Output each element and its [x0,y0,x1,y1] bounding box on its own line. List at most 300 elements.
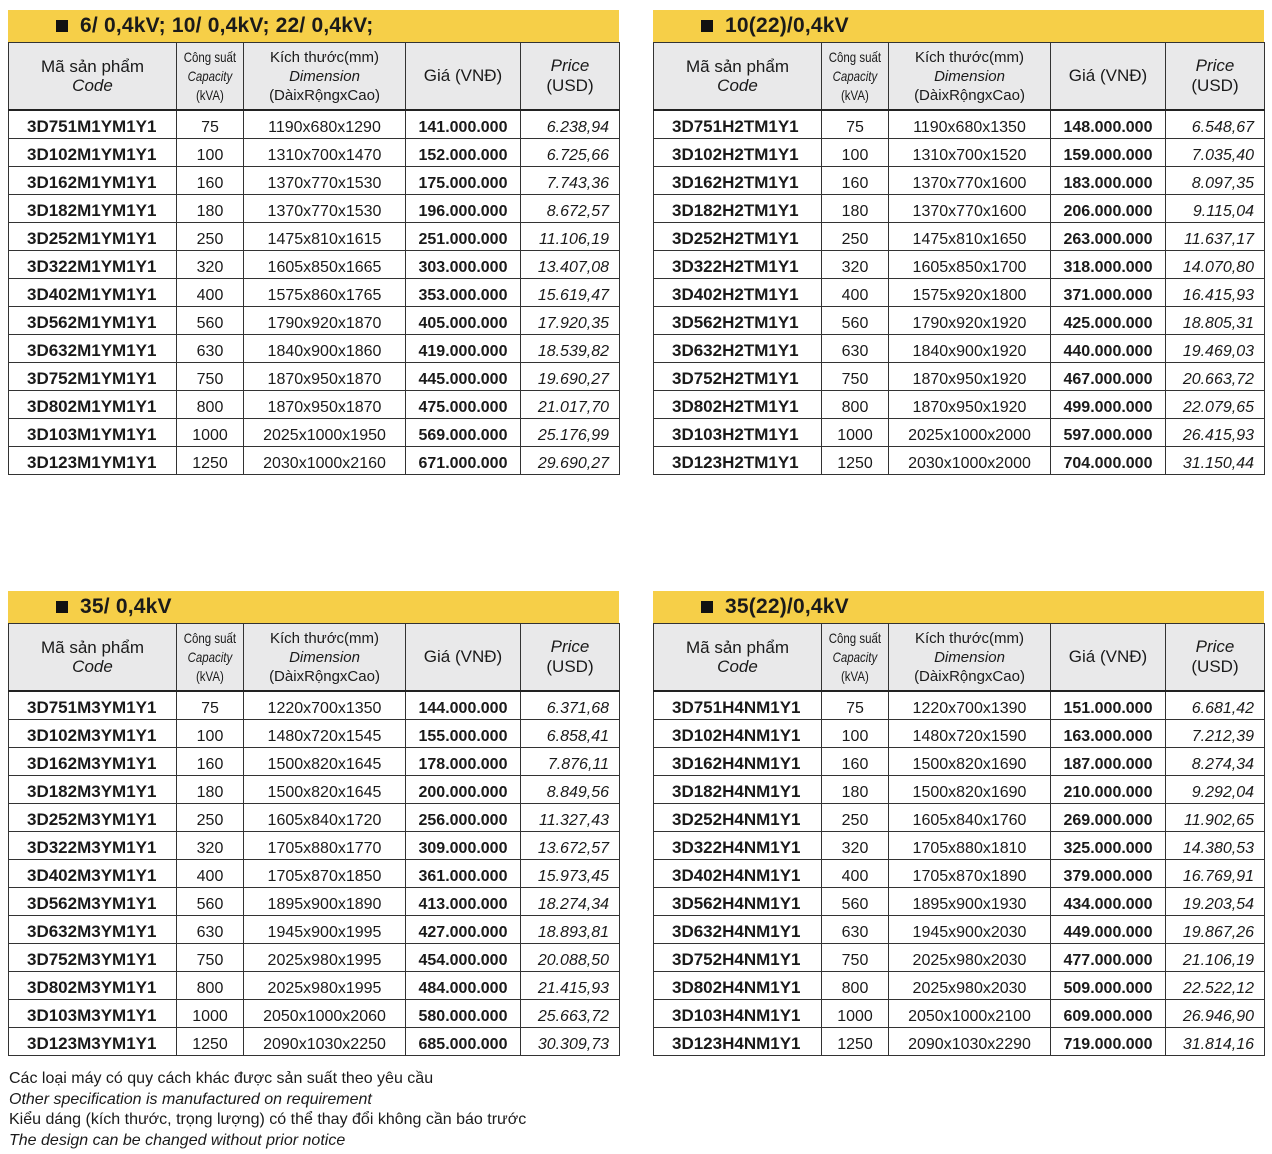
cell-dimension: 1705x880x1810 [889,832,1051,860]
cell-capacity: 750 [177,363,244,391]
square-bullet-icon [701,20,713,32]
header-code: Mã sản phẩm Code [654,624,822,692]
cell-capacity: 800 [822,391,889,419]
cell-code: 3D103M1YM1Y1 [9,419,177,447]
cell-dimension: 1370x770x1530 [244,167,406,195]
cell-dimension: 1575x860x1765 [244,279,406,307]
table-row [9,139,620,167]
table-row [9,972,620,1000]
cell-dimension: 2025x1000x2000 [889,419,1051,447]
cell-price-vnd: 569.000.000 [406,419,521,447]
cell-dimension: 1790x920x1870 [244,307,406,335]
table-title: 35/ 0,4kV [80,595,172,618]
cell-capacity: 400 [177,860,244,888]
cell-dimension: 2090x1030x2250 [244,1028,406,1056]
cell-code: 3D632M1YM1Y1 [9,335,177,363]
cell-capacity: 400 [822,860,889,888]
cell-capacity: 560 [177,888,244,916]
header-price-vnd: Giá (VNĐ) [1051,624,1166,692]
cell-code: 3D123M3YM1Y1 [9,1028,177,1056]
table-header [9,624,620,692]
cell-dimension: 1870x950x1870 [244,363,406,391]
table-panel-6-10-22kv [8,10,619,475]
cell-code: 3D162H2TM1Y1 [654,167,822,195]
cell-price-vnd: 445.000.000 [406,363,521,391]
table-row [654,972,1265,1000]
cell-price-usd: 11.902,65 [1166,804,1265,832]
cell-capacity: 100 [177,720,244,748]
cell-capacity: 100 [822,139,889,167]
cell-price-usd: 26.946,90 [1166,1000,1265,1028]
cell-code: 3D402M3YM1Y1 [9,860,177,888]
cell-capacity: 400 [822,279,889,307]
table-row [9,944,620,972]
price-table [8,623,620,1056]
cell-capacity: 75 [177,110,244,139]
price-table [8,42,620,475]
cell-price-vnd: 200.000.000 [406,776,521,804]
table-row [9,391,620,419]
cell-code: 3D102M1YM1Y1 [9,139,177,167]
table-row [654,804,1265,832]
table-row [9,748,620,776]
header-code: Mã sản phẩm Code [654,43,822,111]
cell-capacity: 320 [822,832,889,860]
cell-dimension: 2025x1000x1950 [244,419,406,447]
cell-code: 3D322M1YM1Y1 [9,251,177,279]
cell-price-usd: 18.274,34 [521,888,620,916]
cell-price-usd: 14.380,53 [1166,832,1265,860]
cell-price-usd: 9.292,04 [1166,776,1265,804]
cell-price-usd: 25.663,72 [521,1000,620,1028]
table-title: 10(22)/0,4kV [725,14,849,37]
cell-dimension: 1605x840x1720 [244,804,406,832]
cell-price-vnd: 449.000.000 [1051,916,1166,944]
cell-code: 3D322H4NM1Y1 [654,832,822,860]
square-bullet-icon [701,601,713,613]
header-price-vnd: Giá (VNĐ) [406,43,521,111]
table-row [9,307,620,335]
cell-dimension: 1310x700x1520 [889,139,1051,167]
cell-code: 3D752M1YM1Y1 [9,363,177,391]
cell-dimension: 1220x700x1390 [889,691,1051,720]
cell-dimension: 1500x820x1690 [889,748,1051,776]
cell-price-usd: 19.690,27 [521,363,620,391]
cell-price-usd: 6.371,68 [521,691,620,720]
cell-code: 3D802H4NM1Y1 [654,972,822,1000]
table-row [9,720,620,748]
table-row [9,167,620,195]
cell-price-usd: 11.106,19 [521,223,620,251]
cell-dimension: 2025x980x1995 [244,944,406,972]
cell-capacity: 250 [822,804,889,832]
cell-code: 3D162M1YM1Y1 [9,167,177,195]
cell-price-vnd: 609.000.000 [1051,1000,1166,1028]
cell-capacity: 1000 [822,419,889,447]
cell-capacity: 400 [177,279,244,307]
cell-dimension: 1870x950x1870 [244,391,406,419]
cell-dimension: 1790x920x1920 [889,307,1051,335]
table-panel-10-22kv [653,10,1264,475]
header-capacity: Công suất Capacity (kVA) [177,624,244,692]
table-row [9,776,620,804]
cell-dimension: 1945x900x1995 [244,916,406,944]
cell-price-usd: 7.035,40 [1166,139,1265,167]
table-row [654,916,1265,944]
cell-code: 3D182H2TM1Y1 [654,195,822,223]
header-capacity: Công suất Capacity (kVA) [822,624,889,692]
cell-dimension: 2025x980x2030 [889,944,1051,972]
table-row [654,720,1265,748]
table-row [654,363,1265,391]
cell-price-usd: 13.672,57 [521,832,620,860]
cell-code: 3D562M1YM1Y1 [9,307,177,335]
cell-code: 3D802M3YM1Y1 [9,972,177,1000]
cell-code: 3D182M3YM1Y1 [9,776,177,804]
cell-dimension: 1190x680x1290 [244,110,406,139]
cell-price-vnd: 175.000.000 [406,167,521,195]
cell-price-usd: 19.867,26 [1166,916,1265,944]
cell-price-vnd: 263.000.000 [1051,223,1166,251]
cell-code: 3D123M1YM1Y1 [9,447,177,475]
cell-price-vnd: 413.000.000 [406,888,521,916]
cell-capacity: 800 [822,972,889,1000]
header-code: Mã sản phẩm Code [9,43,177,111]
table-title-banner [8,591,619,623]
cell-dimension: 1190x680x1350 [889,110,1051,139]
cell-price-usd: 7.876,11 [521,748,620,776]
header-price-vnd: Giá (VNĐ) [1051,43,1166,111]
table-panel-35-22kv [653,591,1264,1056]
price-table [653,623,1265,1056]
cell-capacity: 250 [177,804,244,832]
table-header [9,43,620,111]
cell-dimension: 2025x980x1995 [244,972,406,1000]
cell-code: 3D102H4NM1Y1 [654,720,822,748]
cell-code: 3D802M1YM1Y1 [9,391,177,419]
cell-code: 3D752H4NM1Y1 [654,944,822,972]
cell-dimension: 1605x840x1760 [889,804,1051,832]
cell-dimension: 1500x820x1690 [889,776,1051,804]
table-title-banner [8,10,619,42]
cell-price-vnd: 148.000.000 [1051,110,1166,139]
cell-price-usd: 31.150,44 [1166,447,1265,475]
cell-capacity: 1250 [822,447,889,475]
cell-code: 3D182M1YM1Y1 [9,195,177,223]
cell-price-vnd: 499.000.000 [1051,391,1166,419]
cell-code: 3D102H2TM1Y1 [654,139,822,167]
square-bullet-icon [56,20,68,32]
cell-price-usd: 18.893,81 [521,916,620,944]
cell-price-vnd: 580.000.000 [406,1000,521,1028]
table-row [654,888,1265,916]
cell-capacity: 250 [177,223,244,251]
cell-capacity: 1250 [177,1028,244,1056]
cell-dimension: 1705x870x1890 [889,860,1051,888]
cell-price-usd: 7.212,39 [1166,720,1265,748]
cell-price-usd: 11.327,43 [521,804,620,832]
table-row [654,139,1265,167]
cell-price-vnd: 152.000.000 [406,139,521,167]
table-row [654,832,1265,860]
cell-price-usd: 7.743,36 [521,167,620,195]
price-table [653,42,1265,475]
cell-code: 3D102M3YM1Y1 [9,720,177,748]
cell-price-usd: 18.539,82 [521,335,620,363]
cell-code: 3D562H4NM1Y1 [654,888,822,916]
cell-capacity: 630 [177,335,244,363]
cell-price-usd: 6.858,41 [521,720,620,748]
cell-code: 3D252M3YM1Y1 [9,804,177,832]
cell-capacity: 75 [822,110,889,139]
cell-price-usd: 6.548,67 [1166,110,1265,139]
cell-dimension: 1480x720x1590 [889,720,1051,748]
table-row [654,110,1265,139]
cell-code: 3D751M1YM1Y1 [9,110,177,139]
table-row [654,167,1265,195]
cell-dimension: 2050x1000x2060 [244,1000,406,1028]
cell-capacity: 100 [177,139,244,167]
cell-code: 3D252H4NM1Y1 [654,804,822,832]
cell-code: 3D103H2TM1Y1 [654,419,822,447]
table-row [9,804,620,832]
cell-price-vnd: 434.000.000 [1051,888,1166,916]
cell-price-vnd: 425.000.000 [1051,307,1166,335]
cell-code: 3D752M3YM1Y1 [9,944,177,972]
cell-dimension: 1310x700x1470 [244,139,406,167]
cell-price-usd: 11.637,17 [1166,223,1265,251]
cell-dimension: 1500x820x1645 [244,748,406,776]
cell-capacity: 180 [177,195,244,223]
cell-price-usd: 9.115,04 [1166,195,1265,223]
cell-code: 3D123H4NM1Y1 [654,1028,822,1056]
cell-code: 3D252H2TM1Y1 [654,223,822,251]
cell-price-usd: 22.522,12 [1166,972,1265,1000]
cell-price-vnd: 325.000.000 [1051,832,1166,860]
cell-price-usd: 31.814,16 [1166,1028,1265,1056]
cell-capacity: 630 [177,916,244,944]
cell-price-vnd: 427.000.000 [406,916,521,944]
cell-price-vnd: 467.000.000 [1051,363,1166,391]
cell-capacity: 1000 [177,419,244,447]
cell-dimension: 1870x950x1920 [889,363,1051,391]
cell-capacity: 320 [822,251,889,279]
header-price-usd: Price (USD) [1166,43,1265,111]
table-header [654,43,1265,111]
cell-price-vnd: 484.000.000 [406,972,521,1000]
cell-capacity: 160 [177,167,244,195]
cell-dimension: 1945x900x2030 [889,916,1051,944]
table-row [654,251,1265,279]
cell-price-vnd: 704.000.000 [1051,447,1166,475]
cell-price-vnd: 475.000.000 [406,391,521,419]
cell-code: 3D562M3YM1Y1 [9,888,177,916]
header-capacity: Công suất Capacity (kVA) [177,43,244,111]
cell-price-vnd: 477.000.000 [1051,944,1166,972]
cell-price-vnd: 419.000.000 [406,335,521,363]
cell-price-usd: 18.805,31 [1166,307,1265,335]
table-row [654,335,1265,363]
table-row [9,223,620,251]
cell-dimension: 1480x720x1545 [244,720,406,748]
cell-dimension: 1605x850x1665 [244,251,406,279]
cell-price-usd: 15.973,45 [521,860,620,888]
table-row [9,832,620,860]
cell-price-vnd: 256.000.000 [406,804,521,832]
table-row [654,391,1265,419]
cell-capacity: 630 [822,335,889,363]
table-panel-35kv [8,591,619,1056]
cell-price-usd: 8.849,56 [521,776,620,804]
cell-dimension: 1370x770x1600 [889,195,1051,223]
note-vi-design: Kiểu dáng (kích thước, trọng lượng) có thể thay đổi không cần báo trước [9,1111,527,1128]
note-en-spec: Other specification is manufactured on requirement [9,1090,372,1108]
cell-price-usd: 25.176,99 [521,419,620,447]
header-capacity: Công suất Capacity (kVA) [822,43,889,111]
cell-price-vnd: 361.000.000 [406,860,521,888]
cell-code: 3D632M3YM1Y1 [9,916,177,944]
cell-price-usd: 6.238,94 [521,110,620,139]
cell-price-usd: 30.309,73 [521,1028,620,1056]
cell-dimension: 2030x1000x2000 [889,447,1051,475]
cell-code: 3D751M3YM1Y1 [9,691,177,720]
cell-price-usd: 8.672,57 [521,195,620,223]
cell-capacity: 1000 [177,1000,244,1028]
cell-capacity: 1250 [822,1028,889,1056]
table-row [9,447,620,475]
cell-capacity: 800 [177,391,244,419]
table-row [9,251,620,279]
cell-price-vnd: 303.000.000 [406,251,521,279]
table-row [654,419,1265,447]
cell-code: 3D162H4NM1Y1 [654,748,822,776]
cell-code: 3D752H2TM1Y1 [654,363,822,391]
cell-capacity: 320 [177,832,244,860]
cell-price-vnd: 155.000.000 [406,720,521,748]
cell-code: 3D751H4NM1Y1 [654,691,822,720]
cell-dimension: 2090x1030x2290 [889,1028,1051,1056]
table-row [654,944,1265,972]
cell-price-usd: 15.619,47 [521,279,620,307]
note-en-design: The design can be changed without prior notice [9,1131,346,1149]
cell-capacity: 180 [822,195,889,223]
cell-price-usd: 21.017,70 [521,391,620,419]
header-dimension: Kích thước(mm) Dimension (DàixRộngxCao) [244,624,406,692]
cell-dimension: 1840x900x1920 [889,335,1051,363]
cell-price-vnd: 671.000.000 [406,447,521,475]
table-row [9,860,620,888]
cell-price-vnd: 405.000.000 [406,307,521,335]
cell-price-usd: 16.415,93 [1166,279,1265,307]
table-row [654,1000,1265,1028]
table-title-banner [653,591,1264,623]
cell-dimension: 1895x900x1890 [244,888,406,916]
table-row [654,195,1265,223]
cell-price-usd: 6.725,66 [521,139,620,167]
cell-dimension: 1605x850x1700 [889,251,1051,279]
table-row [654,860,1265,888]
cell-code: 3D252M1YM1Y1 [9,223,177,251]
cell-code: 3D402M1YM1Y1 [9,279,177,307]
table-row [654,307,1265,335]
cell-price-vnd: 454.000.000 [406,944,521,972]
cell-price-vnd: 509.000.000 [1051,972,1166,1000]
cell-price-usd: 20.663,72 [1166,363,1265,391]
cell-price-vnd: 141.000.000 [406,110,521,139]
cell-dimension: 2030x1000x2160 [244,447,406,475]
table-title-banner [653,10,1264,42]
cell-price-usd: 21.415,93 [521,972,620,1000]
table-row [9,691,620,720]
cell-dimension: 1220x700x1350 [244,691,406,720]
cell-code: 3D103H4NM1Y1 [654,1000,822,1028]
cell-price-vnd: 318.000.000 [1051,251,1166,279]
table-row [9,419,620,447]
cell-dimension: 1895x900x1930 [889,888,1051,916]
cell-capacity: 250 [822,223,889,251]
table-row [654,776,1265,804]
cell-code: 3D802H2TM1Y1 [654,391,822,419]
header-price-usd: Price (USD) [521,624,620,692]
cell-dimension: 1475x810x1615 [244,223,406,251]
cell-price-usd: 19.203,54 [1166,888,1265,916]
cell-dimension: 2050x1000x2100 [889,1000,1051,1028]
table-row [9,916,620,944]
table-row [654,691,1265,720]
cell-dimension: 1870x950x1920 [889,391,1051,419]
cell-price-vnd: 187.000.000 [1051,748,1166,776]
cell-price-vnd: 269.000.000 [1051,804,1166,832]
cell-capacity: 180 [177,776,244,804]
table-row [9,888,620,916]
cell-dimension: 1840x900x1860 [244,335,406,363]
table-row [9,335,620,363]
cell-price-vnd: 371.000.000 [1051,279,1166,307]
cell-price-vnd: 144.000.000 [406,691,521,720]
cell-code: 3D322M3YM1Y1 [9,832,177,860]
header-price-usd: Price (USD) [521,43,620,111]
cell-dimension: 1475x810x1650 [889,223,1051,251]
cell-price-vnd: 353.000.000 [406,279,521,307]
cell-code: 3D162M3YM1Y1 [9,748,177,776]
square-bullet-icon [56,601,68,613]
cell-price-vnd: 159.000.000 [1051,139,1166,167]
cell-price-vnd: 597.000.000 [1051,419,1166,447]
cell-code: 3D402H2TM1Y1 [654,279,822,307]
cell-dimension: 1705x870x1850 [244,860,406,888]
header-price-usd: Price (USD) [1166,624,1265,692]
table-row [654,279,1265,307]
cell-dimension: 2025x980x2030 [889,972,1051,1000]
cell-price-vnd: 210.000.000 [1051,776,1166,804]
footnotes [9,1069,526,1151]
cell-capacity: 160 [822,167,889,195]
cell-dimension: 1500x820x1645 [244,776,406,804]
cell-code: 3D322H2TM1Y1 [654,251,822,279]
table-row [9,279,620,307]
table-row [9,195,620,223]
cell-capacity: 1250 [177,447,244,475]
cell-capacity: 160 [822,748,889,776]
cell-dimension: 1705x880x1770 [244,832,406,860]
table-title: 6/ 0,4kV; 10/ 0,4kV; 22/ 0,4kV; [80,14,374,37]
table-row [654,748,1265,776]
cell-price-vnd: 440.000.000 [1051,335,1166,363]
cell-price-usd: 6.681,42 [1166,691,1265,720]
cell-capacity: 750 [822,363,889,391]
header-dimension: Kích thước(mm) Dimension (DàixRộngxCao) [889,43,1051,111]
cell-price-vnd: 251.000.000 [406,223,521,251]
